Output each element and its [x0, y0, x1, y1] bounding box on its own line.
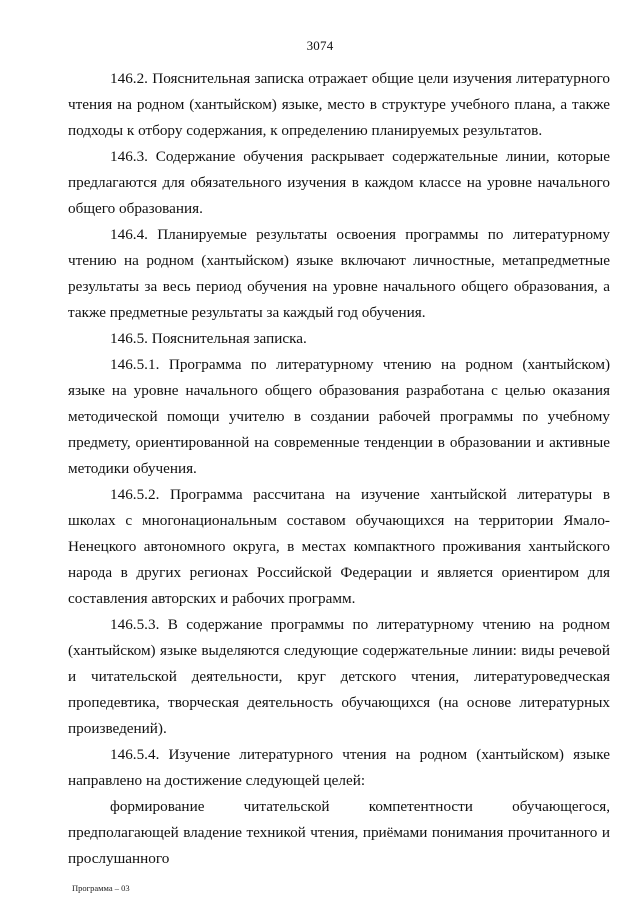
paragraph-146-5-3: 146.5.3. В содержание программы по литературному чтению на родном (хантыйском) языке выделяются следующие содержательные линии: виды речевой и читательской деятельности, круг детского чтения, литературоведческая пропедевтика, творческая деятельность обучающихся (на основе литературных произведений).: [68, 616, 610, 737]
paragraph-146-5-4: 146.5.4. Изучение литературного чтения на родном (хантыйском) языке направлено на достижение следующей целей:: [68, 746, 610, 789]
paragraph-146-4: 146.4. Планируемые результаты освоения программы по литературному чтению на родном (хантыйском) языке включают личностные, метапредметные результаты за весь период обучения на уровне начального общего образования, а также предметные результаты за каждый год обучения.: [68, 226, 610, 321]
paragraph-goal-item: формирование читательской компетентности обучающегося, предполагающей владение техникой чтения, приёмами понимания прочитанного и прослушанного: [68, 798, 610, 867]
paragraph-146-5-1: 146.5.1. Программа по литературному чтению на родном (хантыйском) языке на уровне начального общего образования разработана с целью оказания методической помощи учителю в создании рабочей программы по учебному предмету, ориентированной на современные тенденции в образовании и активные методики обучения.: [68, 356, 610, 477]
document-body: [68, 66, 610, 872]
footer-label: Программа – 03: [72, 883, 130, 893]
paragraph-146-2: 146.2. Пояснительная записка отражает общие цели изучения литературного чтения на родном (хантыйском) языке, место в структуре учебного плана, а также подходы к отбору содержания, к определению планируемых результатов.: [68, 70, 610, 139]
paragraph-146-3: 146.3. Содержание обучения раскрывает содержательные линии, которые предлагаются для обязательного изучения в каждом классе на уровне начального общего образования.: [68, 148, 610, 217]
page-number: 3074: [306, 38, 334, 53]
paragraph-146-5-2: 146.5.2. Программа рассчитана на изучение хантыйской литературы в школах с многонациональным составом обучающихся на территории Ямало-Ненецкого автономного округа, в местах компактного проживания хантыйского народа в других регионах Российской Федерации и является ориентиром для составления авторских и рабочих программ.: [68, 486, 610, 607]
paragraph-146-5: 146.5. Пояснительная записка.: [110, 330, 307, 347]
